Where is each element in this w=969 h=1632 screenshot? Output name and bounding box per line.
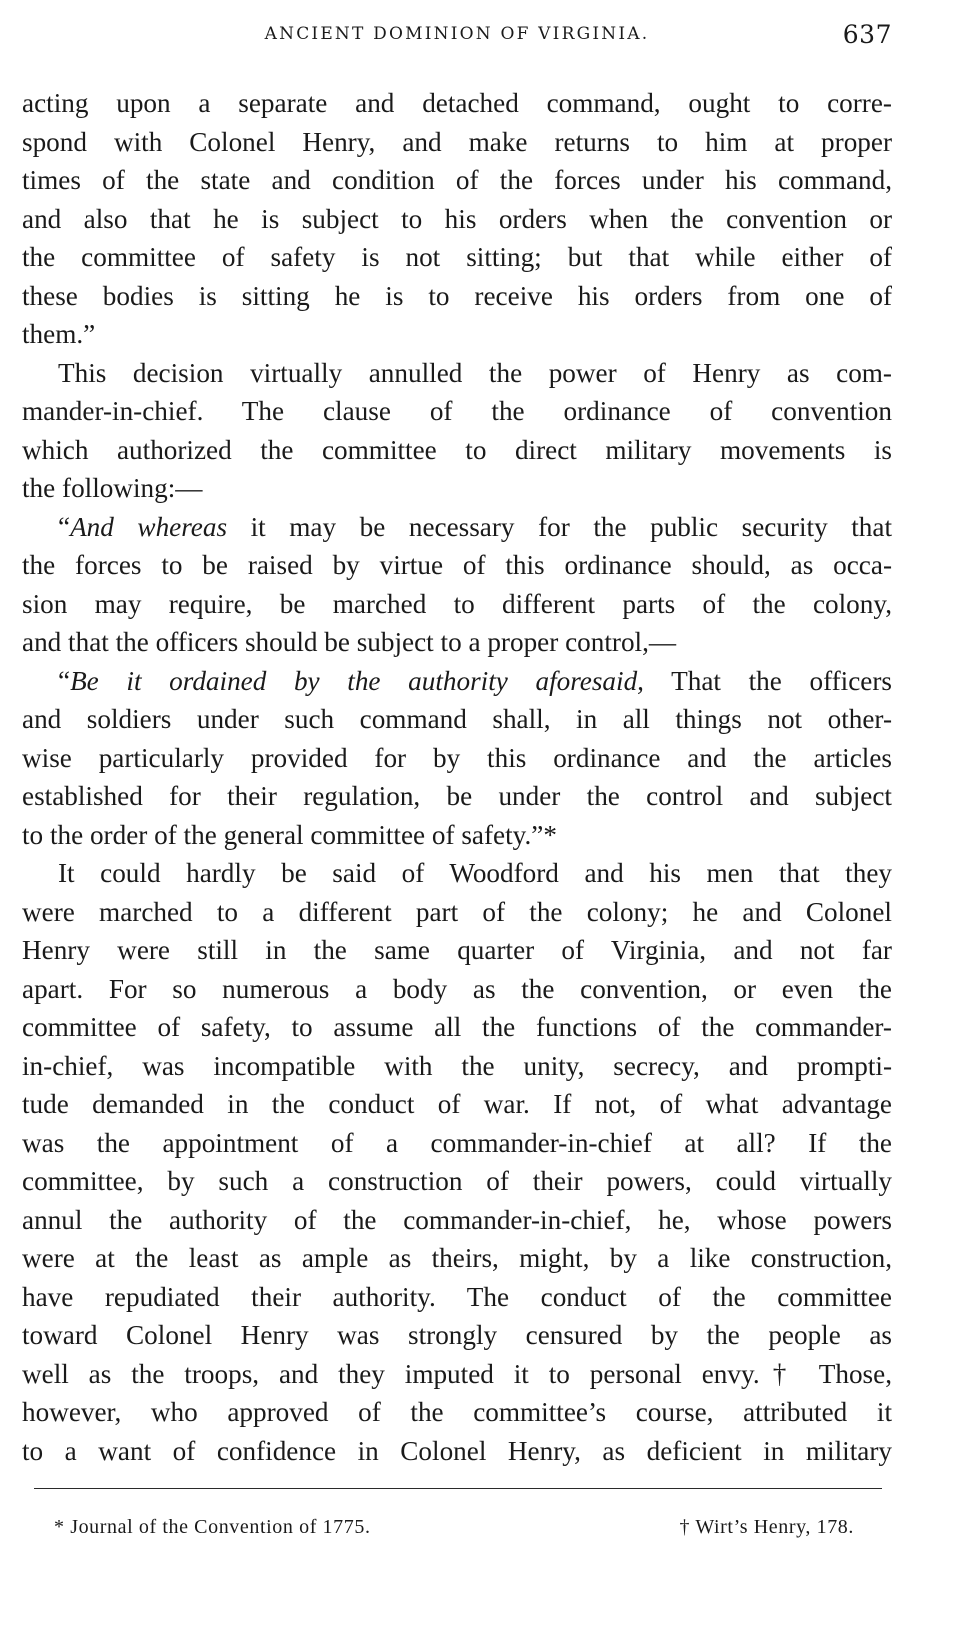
text-line: to a want of confidence in Colonel Henry, as deficient in military (22, 1435, 892, 1466)
text-line: well as the troops, and they imputed it to personal envy.† Those, (22, 1358, 892, 1389)
footnote-wirt: † Wirt’s Henry, 178. (679, 1516, 854, 1538)
text-line: and soldiers under such command shall, in all things not other- (22, 704, 892, 734)
text-line: the committee of safety is not sitting; but that while either of (22, 242, 892, 272)
text-line: times of the state and condition of the forces under his command, (22, 165, 892, 195)
body-text (22, 84, 892, 1470)
italic-phrase: And whereas (70, 511, 228, 542)
text-line: the following:— (22, 473, 203, 503)
text-line: the forces to be raised by virtue of this ordinance should, as occa- (22, 550, 892, 580)
text-line: these bodies is sitting he is to receive his orders from one of (22, 280, 892, 311)
text-line: Henry were still in the same quarter of Virginia, and not far (22, 935, 892, 965)
text-line: have repudiated their authority. The conduct of the committee (22, 1281, 892, 1312)
text-line: sion may require, be marched to different parts of the colony, (22, 588, 892, 619)
text-line: were at the least as ample as theirs, might, by a like construction, (22, 1243, 892, 1273)
text-line: wise particularly provided for by this ordinance and the articles (22, 742, 892, 773)
text-line: acting upon a separate and detached command, ought to corre- (22, 88, 892, 118)
text-line: were marched to a different part of the colony; he and Colonel (22, 896, 892, 927)
text-line: them.” (22, 319, 96, 349)
text-line: established for their regulation, be under the control and subject (22, 781, 892, 811)
footnotes (54, 1516, 874, 1546)
page-number: 637 (842, 20, 892, 49)
footnote-journal: * Journal of the Convention of 1775. (54, 1516, 371, 1538)
quote-start-line (22, 508, 892, 547)
text-line: was the appointment of a commander-in-chief at all? If the (22, 1127, 892, 1158)
text-line: apart. For so numerous a body as the convention, or even the (22, 973, 892, 1004)
quote-start-line (22, 662, 892, 701)
text-line: committee, by such a construction of their powers, could virtually (22, 1166, 892, 1196)
open-quote: “ (58, 665, 71, 696)
line-remainder: it may be necessary for the public security that (227, 511, 892, 542)
open-quote: “ (58, 511, 71, 542)
text-line: committee of safety, to assume all the functions of the commander- (22, 1012, 892, 1042)
text-line: tude demanded in the conduct of war. If not, of what advantage (22, 1089, 892, 1119)
text-line: annul the authority of the commander-in-chief, he, whose powers (22, 1204, 892, 1235)
footnote-divider (34, 1488, 882, 1489)
paragraph-start-line: This decision virtually annulled the power of Henry as com- (58, 357, 892, 388)
text-line: however, who approved of the committee’s course, attributed it (22, 1397, 892, 1427)
text-line: in-chief, was incompatible with the unity, secrecy, and prompti- (22, 1050, 892, 1081)
text-line: toward Colonel Henry was strongly censured by the people as (22, 1320, 892, 1350)
text-line: and also that he is subject to his orders when the convention or (22, 203, 892, 234)
running-title: ANCIENT DOMINION OF VIRGINIA. (264, 24, 650, 44)
text-line: spond with Colonel Henry, and make returns to him at proper (22, 126, 892, 157)
paragraph-start-line: It could hardly be said of Woodford and his men that they (58, 858, 892, 888)
text-line: which authorized the committee to direct military movements is (22, 434, 892, 465)
italic-phrase: Be it ordained by the authority aforesaid, (70, 665, 644, 696)
running-head (22, 20, 892, 50)
text-line: and that the officers should be subject to a proper control,— (22, 627, 677, 657)
text-line: to the order of the general committee of safety.”* (22, 819, 557, 850)
line-remainder: That the officers (643, 665, 892, 696)
text-line: mander-in-chief. The clause of the ordinance of convention (22, 396, 892, 426)
